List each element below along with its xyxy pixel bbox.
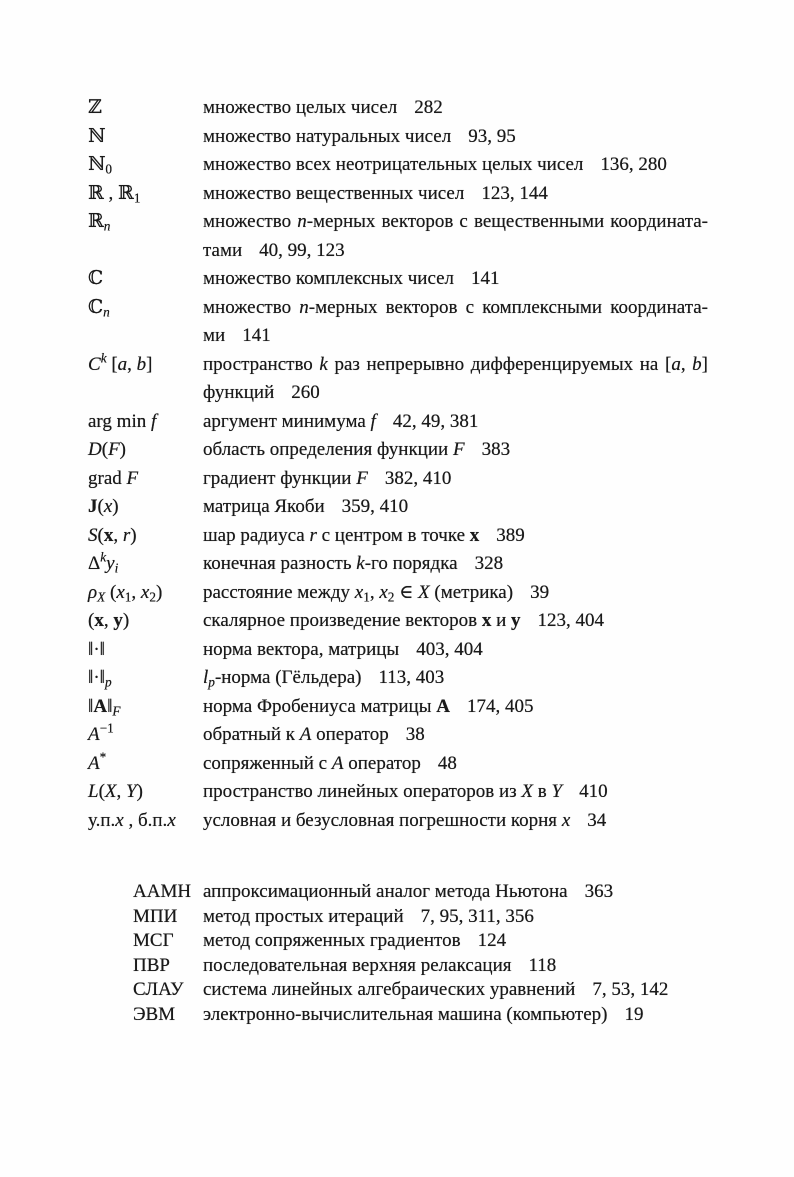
page-references: 363 [584, 881, 614, 902]
notation-description [203, 465, 708, 494]
notation-description-text: шар радиуса r с центром в точке x [203, 524, 480, 546]
notation-row [88, 408, 708, 437]
notation-description [203, 693, 708, 722]
notation-row [88, 522, 708, 551]
notation-description [203, 607, 708, 636]
notation-symbol: J(x) [88, 496, 119, 517]
notation-description [203, 123, 708, 152]
notation-row [88, 151, 708, 180]
abbreviation-term: МПИ [133, 905, 178, 927]
notation-description-text: расстояние между $x_1$, $x_2$ ∈ X (метрика) [203, 581, 514, 604]
notation-symbol: ℝ , ℝ$_1$ [88, 182, 141, 205]
abbreviation-term: ААМН [133, 881, 192, 902]
notation-description [203, 180, 708, 209]
notation-description [203, 550, 708, 579]
notation-description-text: $l_p$-норма (Гёльдера) [203, 667, 362, 690]
notation-description-text: условная и безусловная погрешности корня x [203, 809, 571, 831]
page-references: 282 [414, 97, 443, 118]
notation-description-text: множество n-мерных векторов с вещественными координата- тами [203, 211, 708, 261]
notation-description-text: матрица Якоби [203, 496, 325, 517]
page-references: 38 [405, 724, 425, 745]
notation-description [203, 436, 708, 465]
abbreviation-description [203, 880, 708, 905]
page-references: 113, 403 [378, 667, 445, 688]
notation-description-text: множество натуральных чисел [203, 125, 452, 147]
notation-symbol: arg min f [88, 410, 157, 432]
notation-description [203, 778, 708, 807]
notation-symbol: (x, y) [88, 610, 130, 631]
page-references: 42, 49, 381 [392, 410, 479, 432]
notation-row [88, 607, 708, 636]
page-references: 141 [471, 268, 500, 289]
abbreviation-row [133, 978, 708, 1003]
notation-symbol: grad F [88, 467, 139, 489]
abbreviation-description-text: аппроксимационный аналог метода Ньютона [203, 881, 568, 902]
page-references: 382, 410 [384, 467, 452, 489]
notation-row [88, 465, 708, 494]
notation-symbol: ℂ [88, 268, 104, 289]
page-references: 141 [242, 325, 271, 346]
page-references: 7, 53, 142 [592, 979, 669, 1000]
notation-description-text: множество всех неотрицательных целых чисел [203, 154, 584, 175]
notation-description-text: норма вектора, матрицы [203, 638, 400, 660]
notation-symbol: ℕ$_0$ [88, 154, 113, 177]
notation-description-text: множество целых чисел [203, 97, 398, 118]
notation-row [88, 351, 708, 408]
notation-row [88, 208, 708, 265]
notation-symbol: $C^k$ [a, b] [88, 350, 153, 375]
notation-list [88, 94, 708, 835]
page-references: 389 [496, 524, 525, 546]
abbreviation-description-text: система линейных алгебраических уравнений [203, 979, 576, 1000]
notation-description [203, 351, 708, 408]
abbreviation-description-text: метод простых итераций [203, 905, 404, 927]
abbreviation-term: ЭВМ [133, 1003, 176, 1025]
notation-description [203, 522, 708, 551]
notation-description [203, 807, 708, 836]
notation-symbol: L(X, Y) [88, 781, 143, 802]
page-references: 48 [437, 752, 457, 774]
notation-row [88, 265, 708, 294]
notation-symbol: $‖A‖_F$ [88, 695, 121, 718]
page-references: 118 [528, 954, 557, 976]
notation-symbol: у.п.x , б.п.x [88, 809, 176, 831]
notation-row [88, 94, 708, 123]
notation-description-text: градиент функции F [203, 467, 368, 489]
notation-row [88, 436, 708, 465]
notation-description [203, 636, 708, 665]
abbreviation-term: СЛАУ [133, 979, 184, 1000]
page-references: 40, 99, 123 [259, 239, 345, 261]
page-references: 34 [587, 809, 607, 831]
notation-description-text: пространство линейных операторов из X в Y [203, 781, 563, 802]
notation-description [203, 750, 708, 779]
notation-row [88, 636, 708, 665]
notation-symbol: ℝ$_n$ [88, 211, 111, 234]
page-references: 383 [481, 439, 511, 460]
notation-description [203, 208, 708, 265]
notation-description-text: скалярное произведение векторов x и y [203, 610, 521, 631]
notation-description-text: пространство k раз непрерывно дифференцируемых на [a, b] функций [203, 353, 708, 403]
page-references: 19 [624, 1003, 644, 1025]
notation-description [203, 151, 708, 180]
abbreviation-description [203, 978, 708, 1003]
page-references: 328 [474, 553, 504, 574]
notation-row [88, 579, 708, 608]
notation-row [88, 550, 708, 579]
notation-description [203, 579, 708, 608]
page-references: 39 [530, 581, 550, 603]
notation-symbol: ℂ$_n$ [88, 296, 110, 319]
abbreviation-description-text: электронно-вычислительная машина (компьютер) [203, 1003, 608, 1025]
notation-description-text: норма Фробениуса матрицы A [203, 695, 450, 717]
notation-description [203, 721, 708, 750]
abbreviation-row [133, 929, 708, 954]
page-references: 7, 95, 311, 356 [420, 905, 534, 927]
notation-row [88, 180, 708, 209]
page-references: 123, 144 [481, 182, 548, 204]
notation-row [88, 807, 708, 836]
notation-description [203, 664, 708, 693]
notation-row [88, 693, 708, 722]
page-references: 123, 404 [537, 610, 605, 631]
page-references: 403, 404 [416, 638, 483, 660]
notation-description [203, 265, 708, 294]
abbreviation-row [133, 954, 708, 979]
page-references: 124 [477, 930, 507, 951]
notation-symbol: A* [88, 749, 107, 774]
notation-description-text: аргумент минимума f [203, 410, 376, 432]
abbreviation-term: ПВР [133, 954, 170, 976]
notation-symbol: $A^{-1}$ [88, 720, 114, 745]
abbreviation-description-text: последовательная верхняя релаксация [203, 954, 512, 976]
notation-description-text: конечная разность k-го порядка [203, 553, 458, 574]
notation-symbol: S(x, r) [88, 524, 137, 546]
notation-description [203, 493, 708, 522]
notation-symbol: ℤ [88, 97, 102, 118]
notation-symbol: ℕ [88, 125, 106, 147]
notation-description [203, 94, 708, 123]
notation-description-text: множество n-мерных векторов с комплексными координата- ми [203, 296, 708, 346]
page-references: 359, 410 [341, 496, 409, 517]
abbreviation-description [203, 954, 708, 979]
page-references: 410 [579, 781, 608, 802]
notation-row [88, 721, 708, 750]
notation-symbol: D(F) [88, 439, 126, 460]
notation-row [88, 123, 708, 152]
abbreviation-term: МСГ [133, 930, 174, 951]
notation-description-text: множество комплексных чисел [203, 268, 455, 289]
page-references: 136, 280 [600, 154, 667, 175]
notation-row [88, 664, 708, 693]
abbreviation-description [203, 905, 708, 930]
abbreviation-row [133, 905, 708, 930]
page-references: 174, 405 [466, 695, 534, 717]
notation-symbol: $\rho_X$ ($x_1$, $x_2$) [88, 581, 163, 604]
notation-symbol: $‖\cdot‖_p$ [88, 667, 112, 690]
notation-description-text: обратный к A оператор [203, 724, 389, 745]
abbreviation-description [203, 929, 708, 954]
page-references: 260 [291, 382, 320, 403]
abbreviation-description-text: метод сопряженных градиентов [203, 930, 461, 951]
notation-row [88, 778, 708, 807]
notation-row [88, 750, 708, 779]
abbreviation-description [203, 1003, 708, 1028]
notation-row [88, 294, 708, 351]
abbreviation-list [133, 880, 708, 1027]
notation-description-text: множество вещественных чисел [203, 182, 465, 204]
notation-description-text: область определения функции F [203, 439, 465, 460]
page-references: 93, 95 [468, 125, 516, 147]
notation-symbol: ‖·‖ [88, 638, 105, 660]
notation-description [203, 294, 708, 351]
abbreviation-row [133, 1003, 708, 1028]
notation-description-text: сопряженный с A оператор [203, 752, 421, 774]
notation-symbol: $\Delta^ky_i$ [88, 549, 119, 576]
notation-description [203, 408, 708, 437]
notation-row [88, 493, 708, 522]
abbreviation-row [133, 880, 708, 905]
